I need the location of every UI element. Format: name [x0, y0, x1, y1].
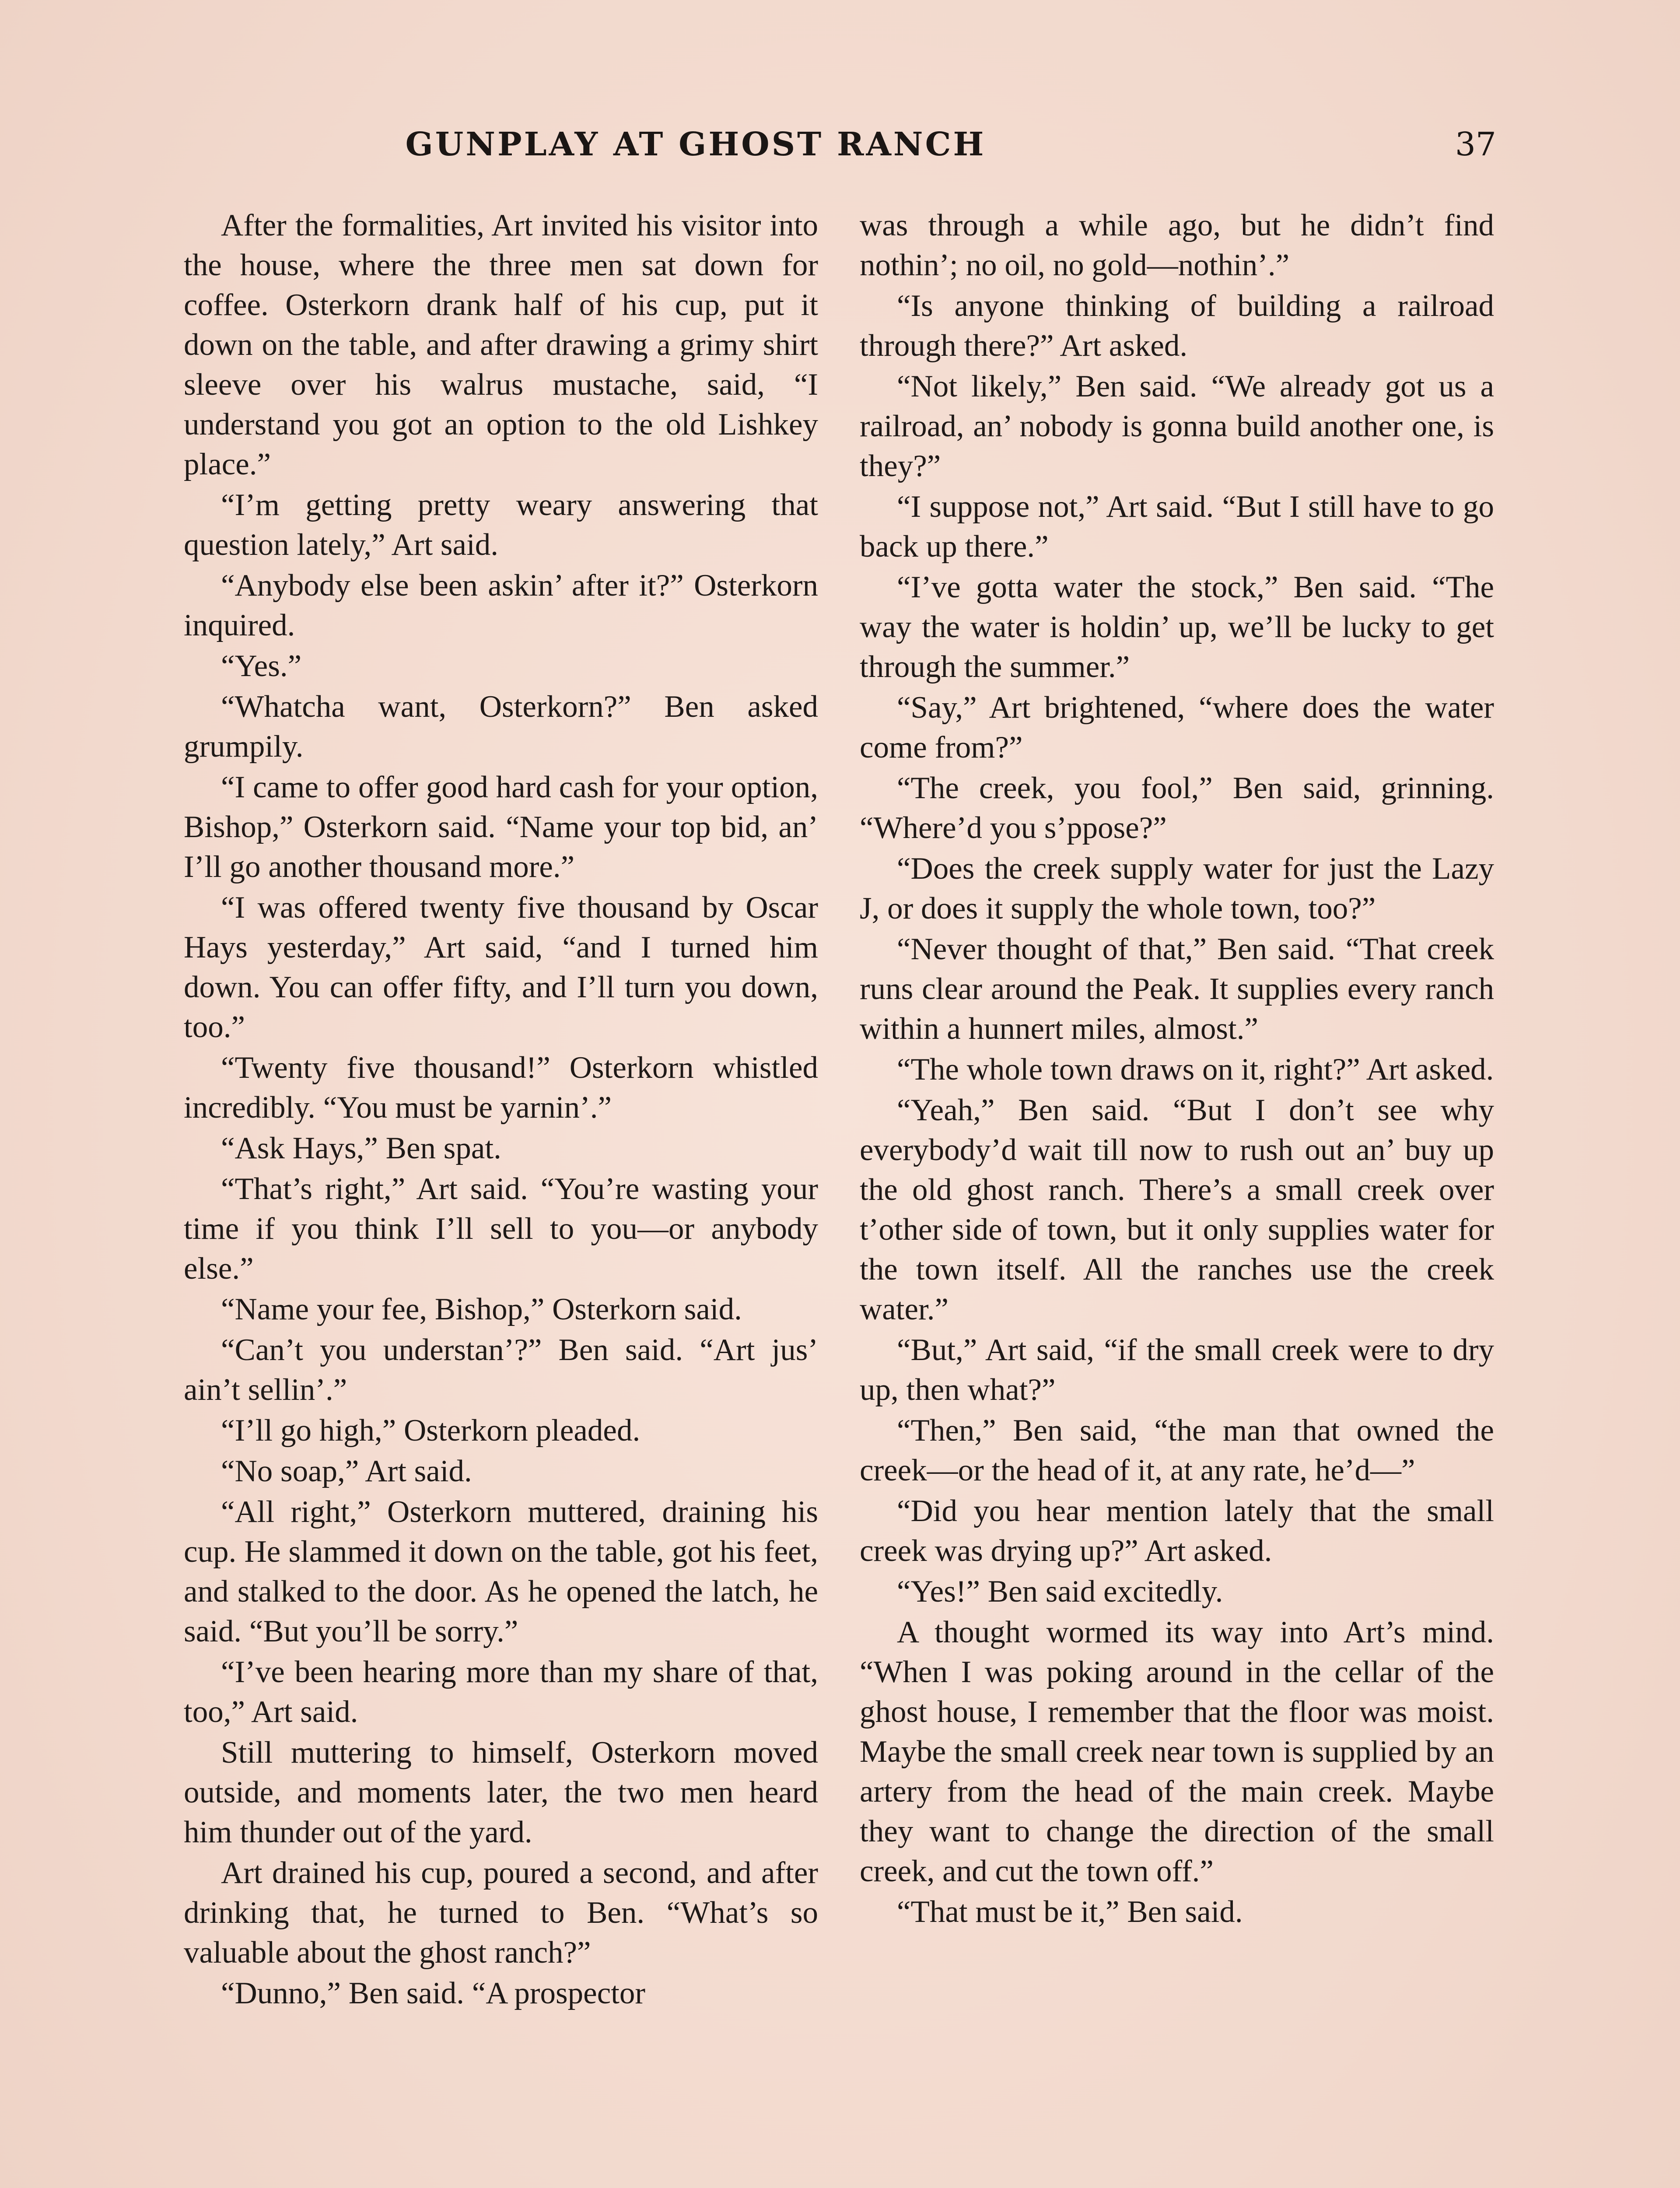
paragraph: “Does the creek supply water for just the Lazy J, or does it supply the whole town, too?”: [860, 852, 1494, 926]
paragraph: “But,” Art said, “if the small creek were to dry up, then what?”: [860, 1333, 1494, 1407]
paragraph: “Yes.”: [221, 649, 302, 683]
paragraph: “Not likely,” Ben said. “We already got us a railroad, an’ nobody is gonna build another one, is they?”: [860, 369, 1494, 483]
paragraph: “Ask Hays,” Ben spat.: [221, 1131, 501, 1165]
page-number: 37: [1455, 126, 1496, 163]
paragraph: “Anybody else been askin’ after it?” Osterkorn inquired.: [184, 568, 818, 642]
paragraph: “All right,” Osterkorn muttered, draining his cup. He slammed it down on the table, got his feet, and stalked to the door. As he opened the latch, he said. “But you’ll be sorry.”: [184, 1495, 818, 1648]
paragraph: “That must be it,” Ben said.: [897, 1895, 1243, 1929]
right-column: [860, 206, 1494, 2188]
paragraph: “That’s right,” Art said. “You’re wasting your time if you think I’ll sell to you—or anybody else.”: [184, 1172, 818, 1286]
paragraph: “Dunno,” Ben said. “A prospector: [221, 1976, 646, 2010]
paragraph: “Yeah,” Ben said. “But I don’t see why everybody’d wait till now to rush out an’ buy up the old ghost ranch. There’s a small creek over t’other side of town, but it only supplies water for the town itself. All the ranches use the creek water.”: [860, 1093, 1494, 1326]
paragraph: “Say,” Art brightened, “where does the water come from?”: [860, 691, 1494, 764]
paragraph: “The whole town draws on it, right?” Art asked.: [897, 1052, 1494, 1087]
paragraph: “Name your fee, Bishop,” Osterkorn said.: [221, 1292, 742, 1326]
running-title: GUNPLAY AT GHOST RANCH: [405, 126, 986, 163]
paragraph: “Did you hear mention lately that the small creek was drying up?” Art asked.: [860, 1494, 1494, 1568]
paragraph: “I was offered twenty five thousand by Oscar Hays yesterday,” Art said, “and I turned him down. You can offer fifty, and I’ll turn you down, too.”: [184, 891, 818, 1044]
left-column: [184, 206, 818, 2188]
paragraph: “Is anyone thinking of building a railroad through there?” Art asked.: [860, 289, 1494, 363]
paragraph: “Never thought of that,” Ben said. “That creek runs clear around the Peak. It supplies every ranch within a hunnert miles, almost.”: [860, 932, 1494, 1046]
paragraph: “The creek, you fool,” Ben said, grinning. “Where’d you s’ppose?”: [860, 771, 1494, 845]
paragraph: “I came to offer good hard cash for your option, Bishop,” Osterkorn said. “Name your top bid, an’ I’ll go another thousand more.”: [184, 770, 818, 884]
paragraph: “Then,” Ben said, “the man that owned the creek—or the head of it, at any rate, he’d—”: [860, 1413, 1494, 1487]
paragraph: “Whatcha want, Osterkorn?” Ben asked grumpily.: [184, 690, 818, 764]
paragraph: Still muttering to himself, Osterkorn moved outside, and moments later, the two men heard him thunder out of the yard.: [184, 1736, 818, 1849]
paragraph: “I’ve been hearing more than my share of that, too,” Art said.: [184, 1655, 818, 1729]
page-header: [184, 118, 1496, 171]
paragraph: “I’ll go high,” Osterkorn pleaded.: [221, 1413, 640, 1448]
paragraph: “I’ve gotta water the stock,” Ben said. “The way the water is holdin’ up, we’ll be lucky to get through the summer.”: [860, 570, 1494, 684]
paragraph: “I’m getting pretty weary answering that question lately,” Art said.: [184, 488, 818, 562]
paragraph: A thought wormed its way into Art’s mind. “When I was poking around in the cellar of the ghost house, I remember that the floor was moist. Maybe the small creek near town is supplied by an artery from the head of the main creek. Maybe they want to change the direction of the small creek, and cut the town off.”: [860, 1615, 1494, 1888]
paragraph: After the formalities, Art invited his visitor into the house, where the three men sat down for coffee. Osterkorn drank half of his cup, put it down on the table, and after drawing a grimy shirt sleeve over his walrus mustache, said, “I understand you got an option to the old Lishkey place.”: [184, 208, 818, 481]
paragraph-continuation: was through a while ago, but he didn’t find nothin’; no oil, no gold—nothin’.”: [860, 208, 1494, 282]
paragraph: “I suppose not,” Art said. “But I still have to go back up there.”: [860, 490, 1494, 564]
paragraph: Art drained his cup, poured a second, and after drinking that, he turned to Ben. “What’s so valuable about the ghost ranch?”: [184, 1856, 818, 1970]
paragraph: “Twenty five thousand!” Osterkorn whistled incredibly. “You must be yarnin’.”: [184, 1051, 818, 1125]
paragraph: “Can’t you understan’?” Ben said. “Art jus’ ain’t sellin’.”: [184, 1333, 818, 1407]
paragraph: “Yes!” Ben said excitedly.: [897, 1574, 1223, 1609]
paragraph: “No soap,” Art said.: [221, 1454, 472, 1488]
